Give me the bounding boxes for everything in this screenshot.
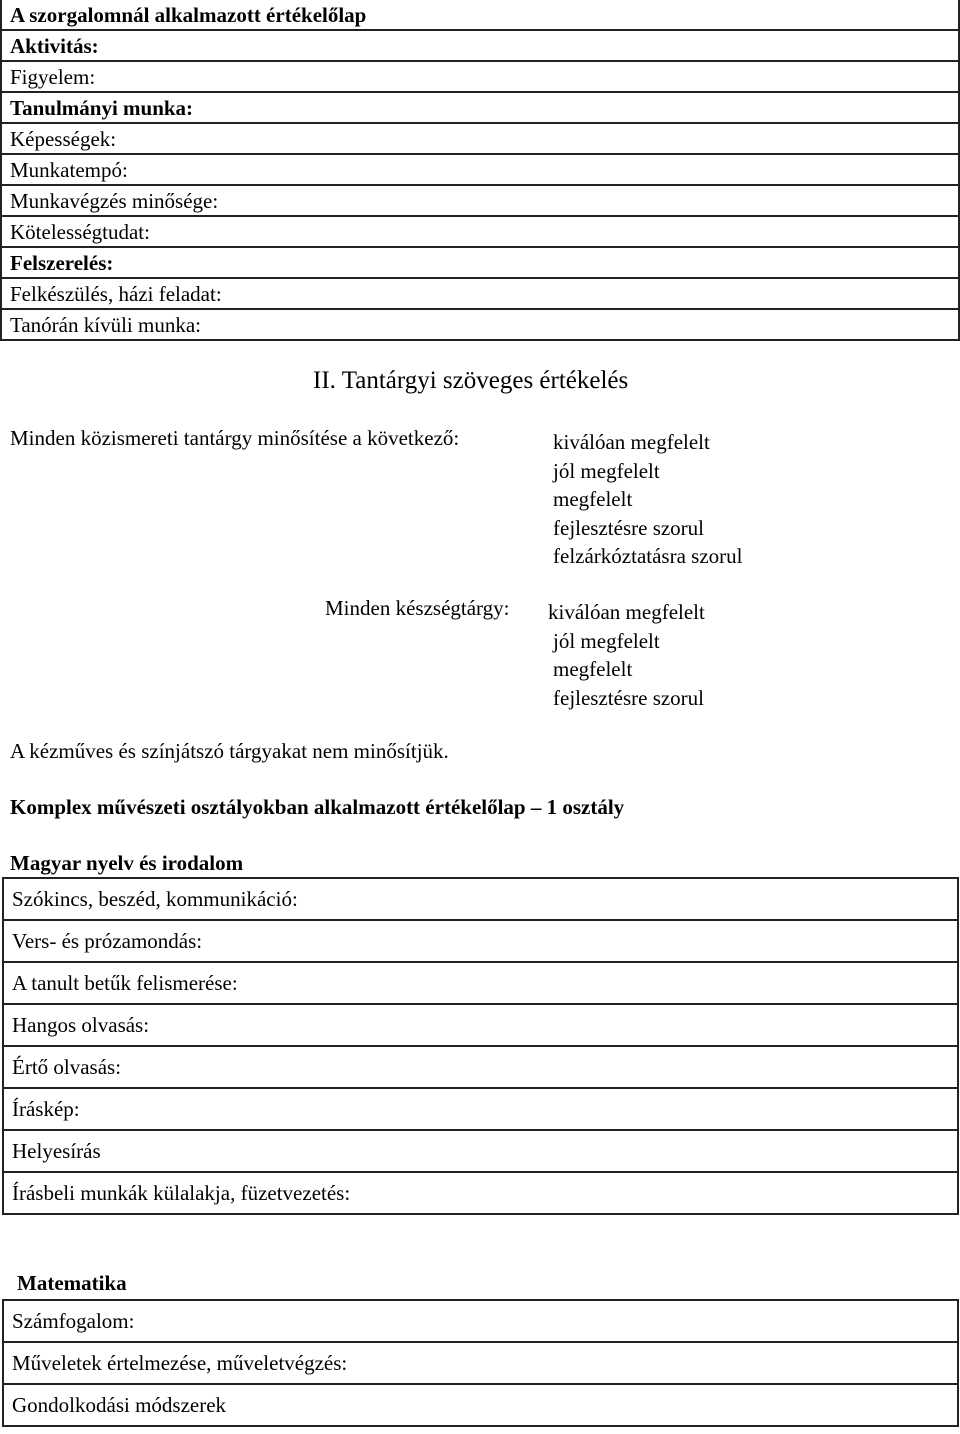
level-item: kiválóan megfelelt <box>548 600 705 624</box>
level-item: jól megfelelt <box>553 628 660 653</box>
hungarian-row-label: Értő olvasás: <box>3 1046 958 1088</box>
skill-subjects-intro: Minden készségtárgy: <box>325 596 510 620</box>
math-row-label: Gondolkodási módszerek <box>3 1384 958 1426</box>
hungarian-row-label: Vers- és prózamondás: <box>3 920 958 962</box>
level-item: megfelelt <box>553 487 633 511</box>
evaluation-sheet-title: A szorgalomnál alkalmazott értékelőlap <box>1 0 959 30</box>
hungarian-row-label: Íráskép: <box>3 1088 958 1130</box>
evaluation-row <box>1 61 959 92</box>
math-row <box>3 1384 958 1426</box>
hungarian-table <box>2 877 959 1215</box>
math-row <box>3 1342 958 1384</box>
evaluation-row-label: Tanulmányi munka: <box>1 92 959 123</box>
general-levels-list <box>553 428 742 571</box>
hungarian-row <box>3 962 958 1004</box>
hungarian-row <box>3 920 958 962</box>
evaluation-row <box>1 309 959 340</box>
level-item: felzárkóztatásra szorul <box>553 544 743 568</box>
math-table <box>2 1299 959 1427</box>
evaluation-row-label: Képességek: <box>1 123 959 154</box>
evaluation-row-label: Tanórán kívüli munka: <box>1 309 959 340</box>
evaluation-row-label: Kötelességtudat: <box>1 216 959 247</box>
evaluation-row <box>1 123 959 154</box>
hungarian-row-label: Írásbeli munkák külalakja, füzetvezetés: <box>3 1172 958 1214</box>
evaluation-row <box>1 154 959 185</box>
evaluation-row <box>1 92 959 123</box>
math-row-label: Műveletek értelmezése, műveletvégzés: <box>3 1342 958 1384</box>
general-subjects-intro: Minden közismereti tantárgy minősítése a következő: <box>10 426 460 450</box>
evaluation-row <box>1 185 959 216</box>
hungarian-row <box>3 1130 958 1172</box>
hungarian-row-label: Helyesírás <box>3 1130 958 1172</box>
evaluation-row-label: Aktivitás: <box>1 30 959 61</box>
evaluation-row <box>1 278 959 309</box>
level-item: jól megfelelt <box>553 458 660 483</box>
evaluation-row-label: Felszerelés: <box>1 247 959 278</box>
evaluation-row-label: Figyelem: <box>1 61 959 92</box>
complex-heading: Komplex művészeti osztályokban alkalmazott értékelőlap – 1 osztály <box>10 795 625 819</box>
hungarian-row <box>3 1004 958 1046</box>
math-title: Matematika <box>17 1271 127 1295</box>
hungarian-row-label: A tanult betűk felismerése: <box>3 962 958 1004</box>
level-item: kiválóan megfelelt <box>553 430 710 454</box>
evaluation-sheet-table <box>0 0 960 341</box>
hungarian-title: Magyar nyelv és irodalom <box>10 851 244 875</box>
crafts-note: A kézműves és színjátszó tárgyakat nem minősítjük. <box>10 739 449 763</box>
evaluation-row <box>1 247 959 278</box>
hungarian-row-label: Szókincs, beszéd, kommunikáció: <box>3 878 958 920</box>
evaluation-row-label: Felkészülés, házi feladat: <box>1 278 959 309</box>
hungarian-row <box>3 1088 958 1130</box>
section-heading: II. Tantárgyi szöveges értékelés <box>313 367 629 394</box>
evaluation-row-label: Munkatempó: <box>1 154 959 185</box>
math-row-label: Számfogalom: <box>3 1300 958 1342</box>
level-item: fejlesztésre szorul <box>553 685 705 710</box>
evaluation-row <box>1 216 959 247</box>
hungarian-row-label: Hangos olvasás: <box>3 1004 958 1046</box>
evaluation-row-label: Munkavégzés minősége: <box>1 185 959 216</box>
evaluation-sheet-title-row <box>1 0 959 30</box>
level-item: megfelelt <box>553 657 633 681</box>
hungarian-row <box>3 1172 958 1214</box>
evaluation-row <box>1 30 959 61</box>
math-row <box>3 1300 958 1342</box>
hungarian-row <box>3 1046 958 1088</box>
skill-levels-list <box>548 598 705 712</box>
level-item: fejlesztésre szorul <box>553 515 705 540</box>
hungarian-row <box>3 878 958 920</box>
